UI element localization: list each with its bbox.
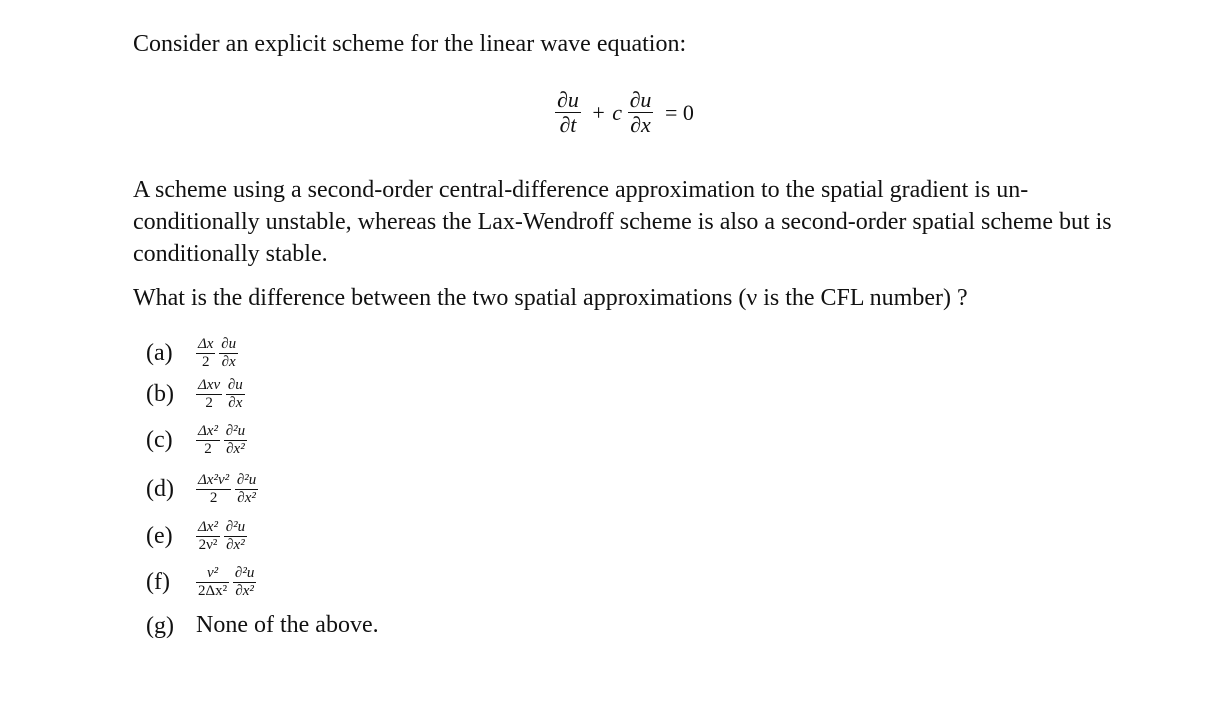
option-a-label: (a) (146, 340, 173, 366)
plus-sign: + (592, 99, 605, 125)
option-d-den2: ∂x² (237, 490, 256, 506)
option-f-den2: ∂x² (235, 583, 254, 599)
option-f-num2: ∂²u (234, 565, 255, 581)
option-d-den1: 2 (209, 490, 218, 506)
option-b-num1: Δxν (198, 377, 221, 393)
option-b-den1: 2 (205, 395, 213, 411)
option-e-num1: Δx² (198, 519, 218, 535)
option-a-num1: Δx (198, 336, 214, 352)
option-b-expression (196, 377, 245, 412)
option-a-expression (196, 336, 238, 371)
option-d-num1: Δx²ν² (198, 472, 230, 488)
dudt-fraction (555, 88, 581, 137)
option-e-label: (e) (146, 523, 173, 549)
option-a-den1: 2 (201, 354, 210, 370)
option-f-den1: 2Δx² (198, 583, 228, 599)
option-c-num2: ∂²u (225, 423, 246, 439)
option-b-label: (b) (146, 381, 174, 407)
dudt-numerator: ∂u (557, 87, 579, 112)
equals-zero: = 0 (664, 99, 694, 125)
option-e-expression (196, 519, 247, 554)
option-e-den2: ∂x² (226, 537, 245, 553)
option-f-expression (196, 565, 256, 600)
option-e-num2: ∂²u (225, 519, 246, 535)
wave-speed-c: c (612, 99, 623, 125)
option-c-label: (c) (146, 427, 173, 453)
option-d[interactable] (146, 472, 258, 507)
option-c-expression (196, 423, 247, 458)
option-e-den1: 2ν² (198, 537, 218, 553)
option-b-num2: ∂u (227, 377, 243, 393)
option-d-expression (196, 472, 258, 507)
question-text: What is the difference between the two spatial approximations (ν is the CFL number) ? (133, 285, 968, 311)
dudx-denominator: ∂x (630, 112, 651, 137)
option-g-text: None of the above. (196, 612, 379, 638)
dudx-fraction (628, 88, 654, 137)
option-c-num1: Δx² (198, 423, 218, 439)
option-d-label: (d) (146, 476, 174, 502)
option-f-num1: ν² (196, 565, 229, 583)
intro-text: Consider an explicit scheme for the linear wave equation: (133, 31, 687, 57)
option-a[interactable] (146, 336, 238, 371)
option-g[interactable] (146, 612, 379, 640)
dudt-denominator: ∂t (559, 112, 577, 137)
option-f[interactable] (146, 565, 256, 600)
option-c[interactable] (146, 423, 247, 458)
option-d-num2: ∂²u (236, 472, 257, 488)
option-b[interactable] (146, 377, 245, 412)
wave-equation (555, 88, 700, 137)
option-b-den2: ∂x (228, 395, 243, 411)
option-a-den2: ∂x (221, 354, 236, 370)
option-f-label: (f) (146, 569, 170, 595)
option-c-den1: 2 (204, 441, 212, 457)
option-c-den2: ∂x² (226, 441, 245, 457)
option-e[interactable] (146, 519, 247, 554)
option-a-num2: ∂u (221, 336, 237, 352)
dudx-numerator: ∂u (629, 87, 652, 112)
scheme-description: A scheme using a second-order central-difference approximation to the spatial gradient is un-conditionally unstable, whereas the Lax-Wendroff scheme is also a second-order spatial scheme but is conditionally stable. (133, 177, 1112, 267)
option-g-label: (g) (146, 612, 174, 639)
